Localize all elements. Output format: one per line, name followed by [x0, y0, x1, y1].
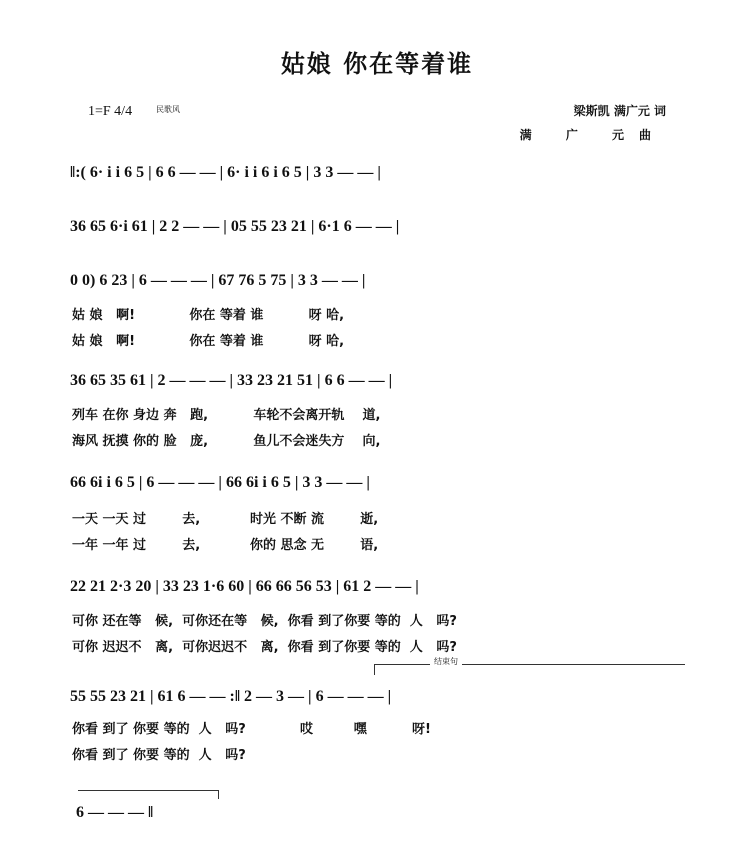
ending-label: 结束句 — [430, 656, 462, 667]
lyrics-3a: 姑 娘 啊! 你在 等着 谁 呀 哈, — [72, 308, 345, 323]
song-title: 姑娘 你在等着谁 — [280, 50, 474, 78]
notation-line-7: 55 55 23 21 | 61 6 — — :‖ 2 — 3 — | 6 — — — | — [70, 688, 392, 705]
notation-line-8: 6 — — — ‖ — [76, 804, 154, 821]
notation-line-5: 66 6i i 6 5 | 6 — — — | 66 6i i 6 5 | 3 3 — — | — [70, 474, 370, 491]
lyrics-6b: 可你 迟迟不 离, 可你迟迟不 离, 你看 到了你要 等的 人 吗? — [72, 640, 457, 655]
lyrics-7b: 你看 到了 你要 等的 人 吗? — [72, 748, 246, 763]
lyrics-4a: 列车 在你 身边 奔 跑, 车轮不会离开轨 道, — [72, 408, 381, 423]
lyrics-4b: 海风 抚摸 你的 脸 庞, 鱼儿不会迷失方 向, — [72, 434, 381, 449]
notation-line-2: 36 65 6·i 61 | 2 2 — — | 05 55 23 21 | 6·1 6 — — | — [70, 218, 400, 235]
notation-line-1: ‖:( 6· i i 6 5 | 6 6 — — | 6· i i 6 i 6 5 | 3 3 — — | — [70, 164, 381, 181]
lyrics-3b: 姑 娘 啊! 你在 等着 谁 呀 哈, — [72, 334, 345, 349]
lyrics-7a: 你看 到了 你要 等的 人 吗? 哎 嘿 呀! — [72, 722, 431, 737]
notation-line-6: 22 21 2·3 20 | 33 23 1·6 60 | 66 66 56 53 | 61 2 — — | — [70, 578, 419, 595]
style-tag: 民歌风 — [156, 105, 180, 114]
lyricist-credit: 梁斯凯 满广元 词 — [573, 104, 666, 118]
lyrics-6a: 可你 还在等 候, 可你还在等 候, 你看 到了你要 等的 人 吗? — [72, 614, 457, 629]
key-signature: 1=F 4/4 — [88, 104, 133, 119]
ending-bracket — [374, 664, 685, 675]
notation-line-3: 0 0) 6 23 | 6 — — — | 67 76 5 75 | 3 3 — — | — [70, 272, 366, 289]
lyrics-5a: 一天 一天 过 去, 时光 不断 流 逝, — [72, 512, 379, 527]
lyrics-5b: 一年 一年 过 去, 你的 思念 无 语, — [72, 538, 379, 553]
notation-line-4: 36 65 35 61 | 2 — — — | 33 23 21 51 | 6 6 — — | — [70, 372, 393, 389]
composer-credit: 满 广 元曲 — [519, 128, 666, 142]
